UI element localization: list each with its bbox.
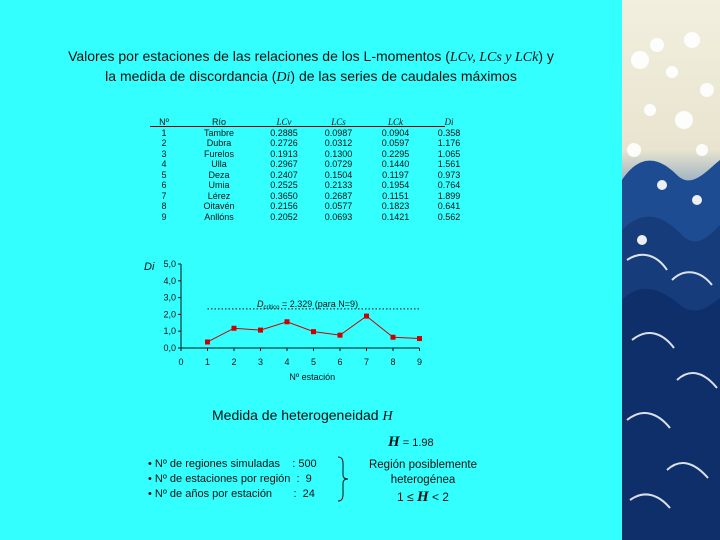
list-item: • Nº de años por estación : 24 [148,488,315,500]
cell-lck: 0.2295 [381,148,410,159]
threshold-label-subscript: crítico [263,304,280,311]
cell-number: 4 [161,159,167,169]
cell-lck: 0.1440 [381,159,410,169]
y-tick-label: 3,0 [163,292,176,303]
range-left: 1 ≤ [397,490,417,504]
threshold-label-text: = 2.329 (para N=9) [279,298,359,309]
cell-number: 3 [161,148,167,159]
list-item: • Nº de regiones simuladas : 500 [148,458,317,470]
cell-di: 1.899 [437,190,461,201]
cell-lcv: 0.3650 [270,190,298,201]
cell-lck: 0.1823 [381,201,410,211]
data-point [205,339,210,344]
header-number: Nº [159,117,169,127]
x-tick-label: 8 [390,357,396,367]
header-di: Di [444,117,454,127]
threshold-label-symbol: D [257,298,264,309]
right-brace [336,455,350,503]
cell-lck: 0.0904 [381,127,410,138]
cell-river: Anllóns [204,211,234,222]
heterogeneity-value-symbol: H [388,434,400,450]
x-tick-label: 3 [257,357,264,367]
data-point [311,329,316,334]
threshold-label [257,299,358,311]
title-text: ) de las series de caudales máximos [290,68,517,84]
y-tick-label: 4,0 [163,275,176,286]
y-tick-label: 5,0 [163,259,176,269]
cell-lcs: 0.0729 [324,159,353,169]
x-tick-label: 2 [231,357,237,367]
cell-di: 0.562 [437,211,461,222]
conclusion-line: heterogénea [390,474,456,486]
cell-river: Oitavén [203,201,235,211]
cell-di: 0.764 [437,180,461,190]
cell-lcs: 0.1300 [324,148,353,159]
conclusion-text [363,458,483,488]
cell-lcv: 0.2885 [270,127,298,138]
cell-river: Dubra [206,138,232,148]
conclusion-line: Región posiblemente [368,459,478,471]
range-right: < 2 [428,490,449,504]
cell-lcs: 0.0577 [324,201,353,211]
cell-lcv: 0.2726 [270,138,298,148]
cell-lck: 0.1197 [382,169,409,180]
series-line [208,316,420,342]
header-lcs: LCs [331,117,346,127]
x-axis-label: Nº estación [289,372,336,382]
cell-river: Tambre [203,127,234,138]
heterogeneity-range [363,489,483,506]
title-text: la medida de discordancia ( [105,68,277,84]
cell-lcv: 0.2052 [270,211,298,222]
wave-decoration [622,0,720,540]
data-point [232,326,237,331]
heterogeneity-value-text: = 1.98 [399,437,434,449]
cell-river: Lérez [207,190,231,201]
data-point [417,336,422,341]
cell-di: 0.358 [437,127,461,138]
cell-number: 8 [161,201,167,211]
header-lcv: LCv [276,117,292,127]
x-tick-label: 9 [416,357,423,367]
cell-river: Ulla [211,159,227,169]
cell-river: Deza [208,169,230,180]
x-tick-label: 4 [284,357,290,367]
cell-lcs: 0.0312 [324,138,353,148]
x-tick-label: 5 [310,357,317,367]
cell-number: 7 [161,190,167,201]
cell-lcv: 0.1913 [270,148,298,159]
cell-river: Furelos [203,148,234,159]
cell-lck: 0.1421 [381,211,410,222]
title-lcv-ratios: LCv, LCs y LCk [449,50,539,65]
x-tick-label: 6 [337,357,343,367]
cell-lck: 0.1954 [381,180,410,190]
cell-di: 0.973 [437,169,461,180]
cell-lck: 0.0597 [381,138,410,148]
y-axis-label: Di [144,261,155,273]
cell-di: 1.065 [437,148,461,159]
heterogeneity-title-text: Medida de heterogeneidad [212,407,383,423]
y-tick-label: 1,0 [163,326,176,337]
header-lck: LCk [387,117,403,127]
cell-lcs: 0.2687 [324,190,353,201]
data-point [338,333,343,338]
data-point [258,328,263,333]
x-tick-label: 7 [363,357,370,367]
cell-lcv: 0.2525 [270,180,298,190]
cell-lcs: 0.0693 [324,211,353,222]
cell-number: 1 [161,127,167,138]
cell-river: Umia [208,180,230,190]
data-point [285,319,290,324]
title-text: Valores por estaciones de las relaciones de los L-momentos ( [68,48,450,64]
heterogeneity-value [388,434,434,451]
title-di: Di [276,70,291,85]
cell-lcs: 0.0987 [324,127,353,138]
cell-lcv: 0.2407 [270,169,298,180]
cell-di: 0.641 [437,201,461,211]
range-symbol: H [416,489,429,505]
heterogeneity-title [212,407,393,425]
cell-lcs: 0.1504 [324,169,353,180]
cell-di: 1.561 [437,159,461,169]
y-tick-label: 0,0 [163,343,176,353]
x-tick-label: 0 [178,357,184,367]
cell-number: 9 [161,211,167,222]
y-tick-label: 2,0 [163,309,176,320]
cell-lcv: 0.2156 [270,201,298,211]
heterogeneity-symbol: H [382,409,393,424]
header-river: Río [211,117,226,127]
cell-lck: 0.1151 [382,190,409,201]
cell-lcv: 0.2967 [270,159,298,169]
cell-lcs: 0.2133 [324,180,353,190]
title-text: ) y [538,48,554,64]
cell-number: 2 [161,138,167,148]
data-point [391,335,396,340]
simulation-parameters [148,457,317,502]
list-item: • Nº de estaciones por región : 9 [148,473,312,485]
cell-di: 1.176 [437,138,461,148]
data-point [364,314,369,319]
cell-number: 5 [161,169,167,180]
cell-number: 6 [161,180,167,190]
x-tick-label: 1 [204,357,211,367]
